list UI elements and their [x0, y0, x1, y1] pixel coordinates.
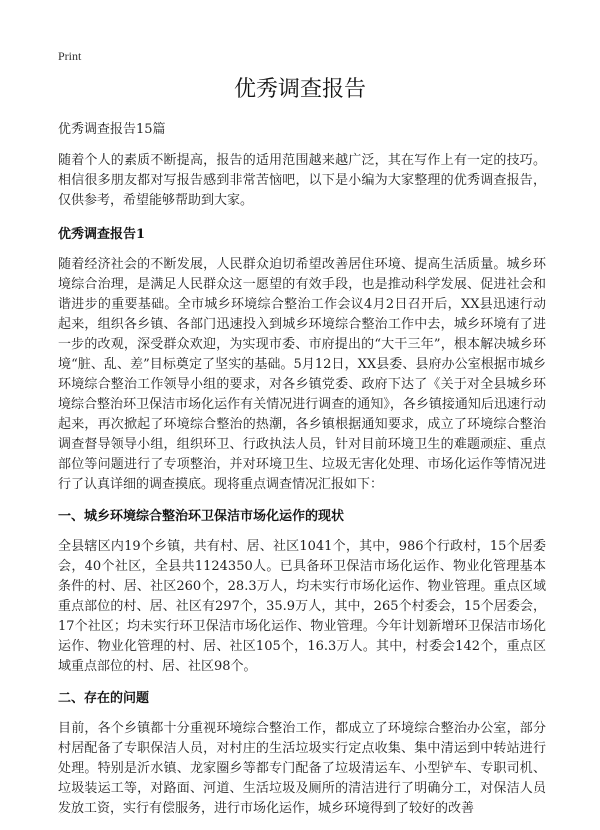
- current-status-paragraph: 全县辖区内19个乡镇，共有村、居、社区1041个，其中，986个行政村，15个居委会，40个社区，全县共1124350人。已具备环卫保洁市场化运作、物业化管理基本条件的村、居、社区260个，28.3万人，均未实行市场化运作、物业管理。重点区域重点部位的村、居、社区有297个，35.9万人，其中，265个村委会，15个居委会，17个社区；均未实行环卫保洁市场化运作、物业管理。今年计划新增环卫保洁市场化运作、物业化管理的村、居、社区105个，16.3万人。其中，村委会142个，重点区域重点部位的村、居、社区98个。: [58, 539, 546, 674]
- intro-paragraph: 随着个人的素质不断提高，报告的适用范围越来越广泛，其在写作上有一定的技巧。相信很多朋友都对写报告感到非常苦恼吧，以下是小编为大家整理的优秀调查报告，仅供参考，希望能够帮助到大家。: [58, 153, 546, 208]
- document-subtitle: 优秀调查报告15篇: [58, 122, 166, 137]
- print-link[interactable]: Print: [58, 49, 82, 63]
- document-body: [58, 120, 546, 830]
- report-1-paragraph: 随着经济社会的不断发展，人民群众迫切希望改善居住环境、提高生活质量。城乡环境综合治理，是满足人民群众这一愿望的有效手段，也是推动科学发展、促进社会和谐进步的重要基础。全市城乡环境综合整治工作会议4月2日召开后，XX县迅速行动起来，组织各乡镇、各部门迅速投入到城乡环境综合整治工作中去，城乡环境有了进一步的改观，深受群众欢迎，为实现市委、市府提出的“大干三年”，根本解决城乡环境“脏、乱、差”目标奠定了坚实的基础。5月12日，XX县委、县府办公室根据市城乡环境综合整治工作领导小组的要求，对各乡镇党委、政府下达了《关于对全县城乡环境综合整治环卫保洁市场化运作有关情况进行调查的通知》，各乡镇接通知后迅速行动起来，再次掀起了环境综合整治的热潮，各乡镇根据通知要求，成立了环境综合整治调查督导领导小组，组织环卫、行政执法人员，针对目前环境卫生的难题顽症、重点部位等问题进行了专项整治，并对环境卫生、垃圾无害化处理、市场化运作等情况进行了认真详细的调查摸底。现将重点调查情况汇报如下：: [58, 257, 546, 492]
- section-heading-report-1: 优秀调查报告1: [58, 227, 146, 242]
- document-title: 优秀调查报告: [233, 77, 366, 102]
- heading-problems: 二、存在的问题: [58, 691, 150, 706]
- problems-paragraph: 目前，各个乡镇都十分重视环境综合整治工作，都成立了环境综合整治办公室，部分村居配备了专职保洁人员，对村庄的生活垃圾实行定点收集、集中清运到中转站进行处理。特别是沂水镇、龙家圈乡等都专门配备了垃圾清运车、小型铲车、专职司机、垃圾装运工等，对路面、河道、生活垃圾及厕所的清洁进行了明确分工，对保洁人员发放工资，实行有偿服务，进行市场化运作，城乡环境得到了较好的改善: [58, 721, 546, 816]
- heading-current-status: 一、城乡环境综合整治环卫保洁市场化运作的现状: [58, 509, 345, 524]
